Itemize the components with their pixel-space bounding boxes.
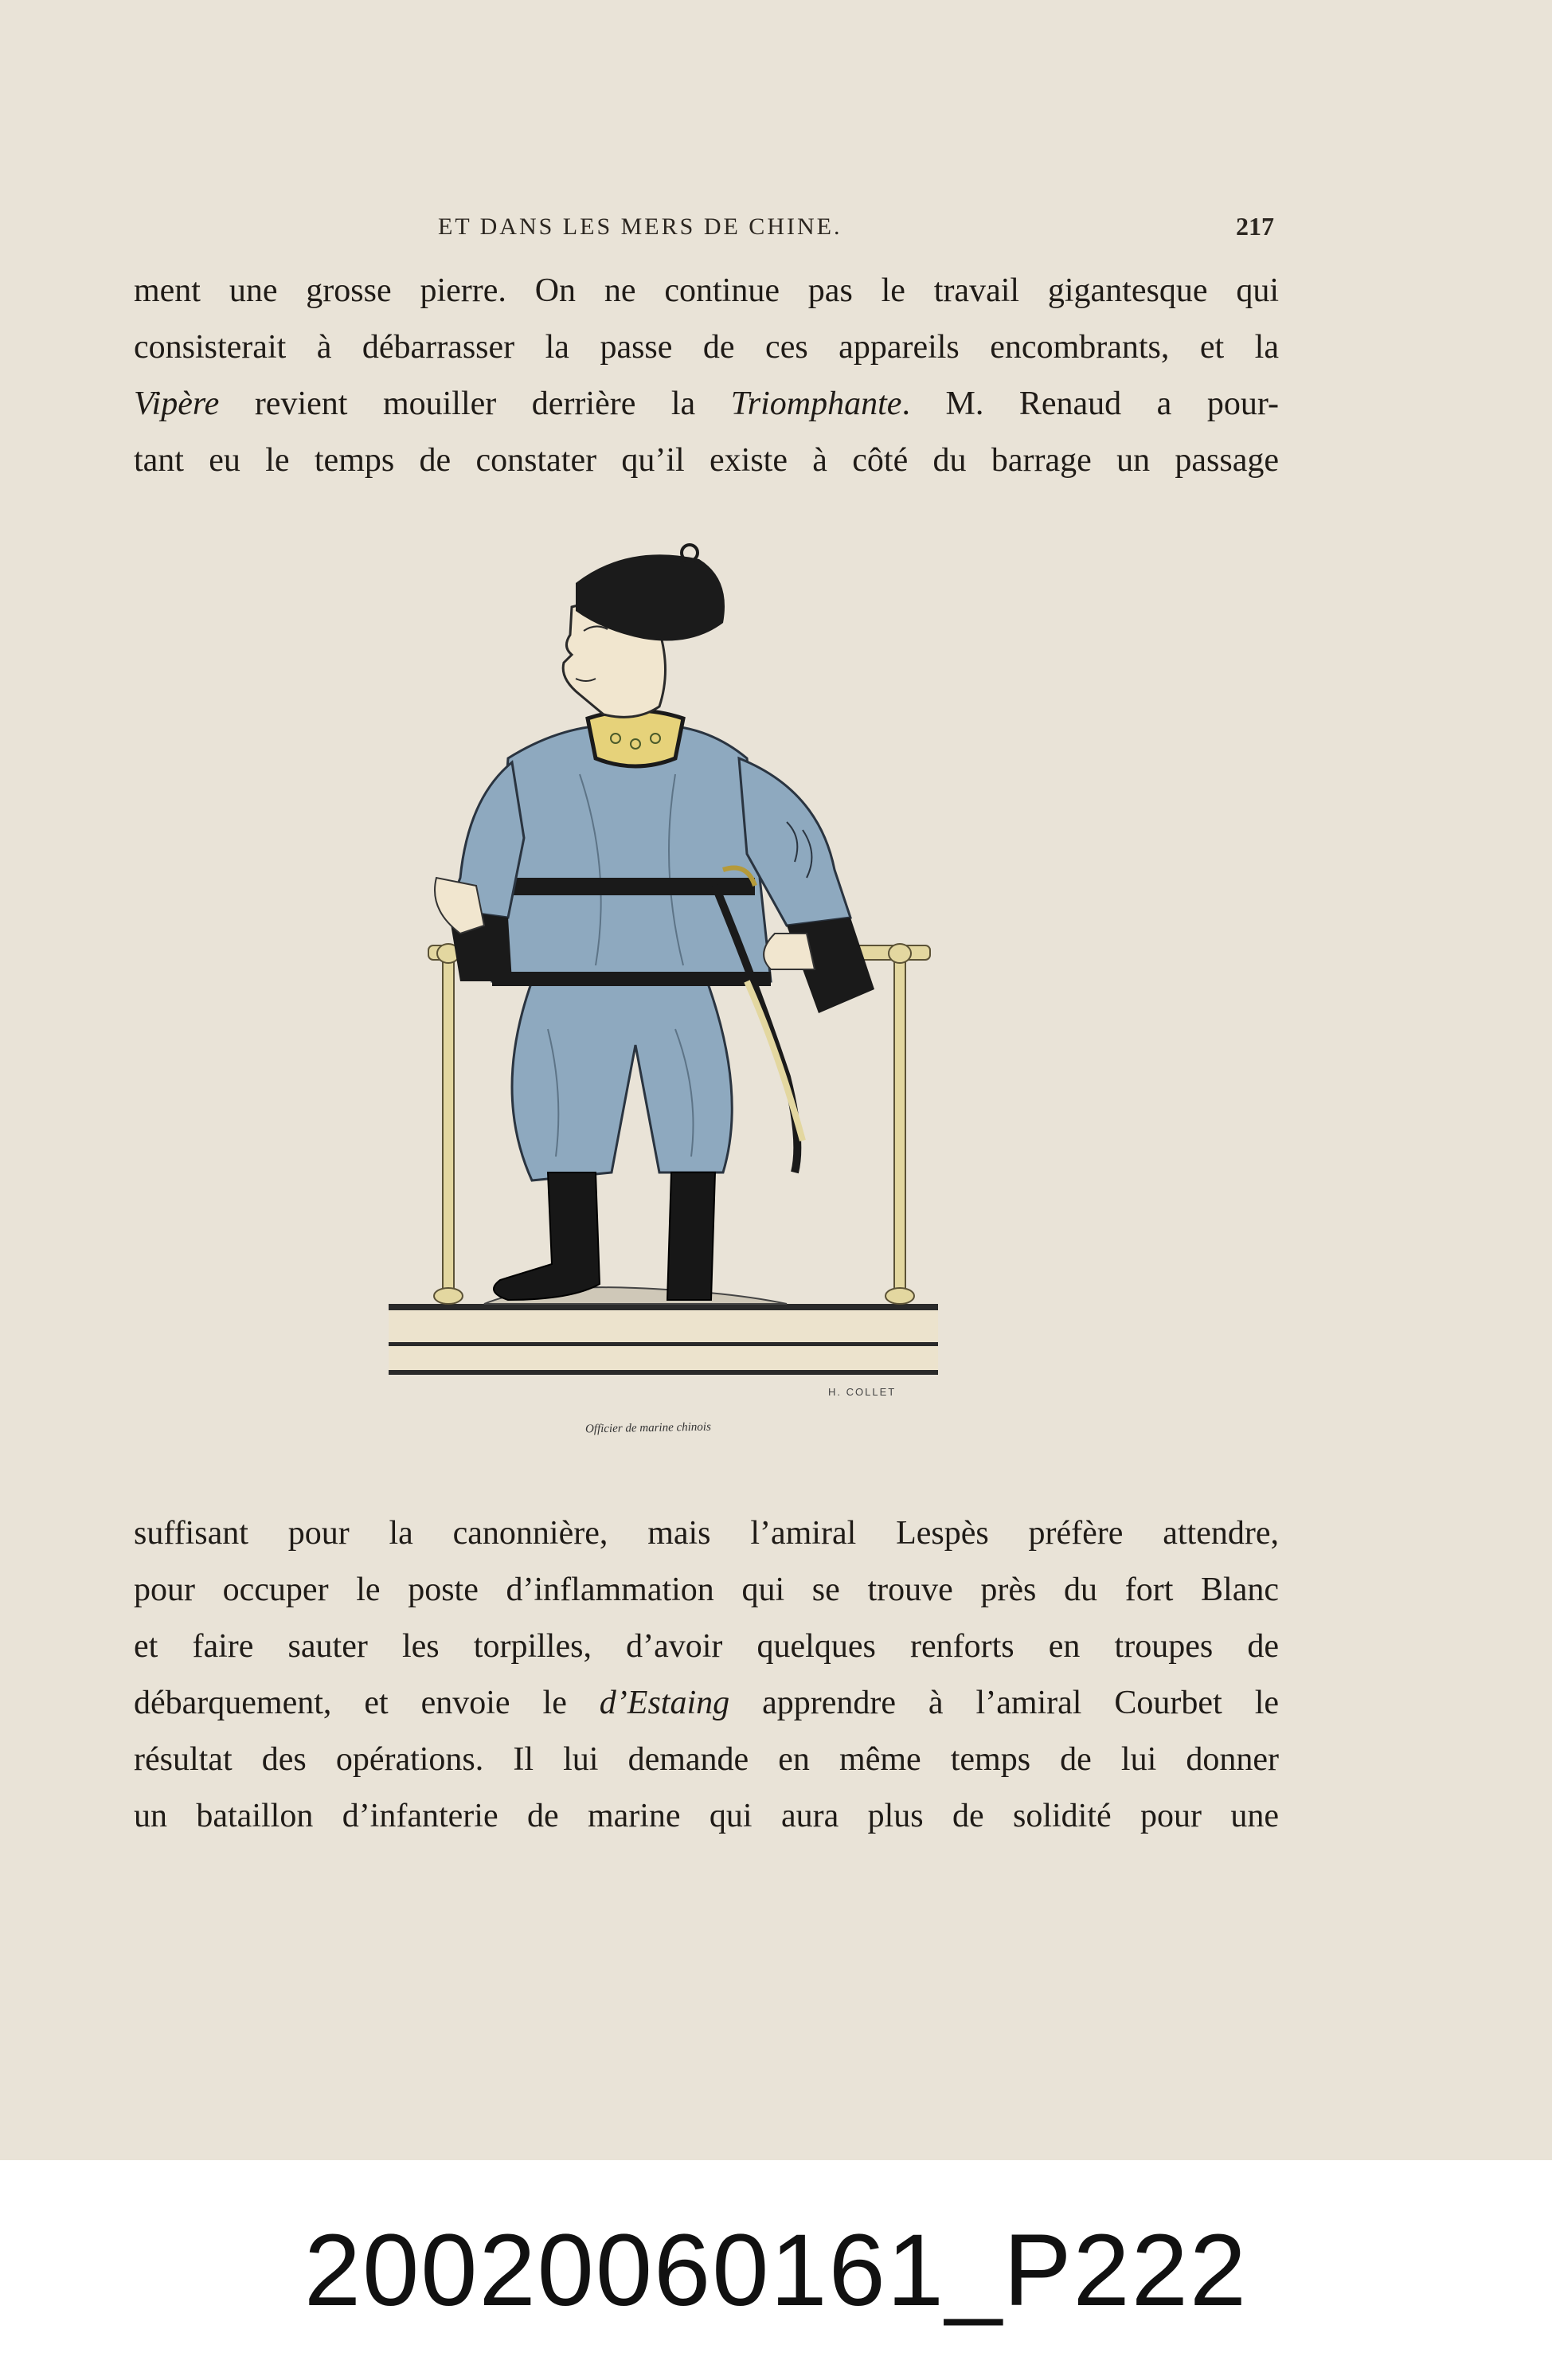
text-line: pour occuper le poste d’inflammation qui se trouve près du fort Blanc — [134, 1572, 1279, 1608]
paragraph-bottom — [134, 1505, 1279, 1845]
ship-name: Vipère — [134, 386, 220, 422]
trousers — [512, 981, 732, 1180]
illustration-caption: Officier de marine chinois — [584, 1420, 712, 1436]
running-title: ET DANS LES MERS DE CHINE. — [438, 213, 842, 240]
illustration-naval-officer — [373, 535, 946, 1459]
text-line: et faire sauter les torpilles, d’avoir quelques renforts en troupes de — [134, 1628, 1279, 1665]
artist-signature: H. COLLET — [828, 1386, 897, 1398]
ship-name: d’Estaing — [599, 1685, 730, 1721]
ship-name: Triomphante — [730, 386, 902, 422]
text-line: Vipère revient mouiller derrière la Triomphante. M. Renaud a pour- — [134, 386, 1279, 422]
archive-id-label: 20020060161_P222 — [303, 2213, 1249, 2327]
text-line: résultat des opérations. Il lui demande en même temps de lui donner — [134, 1741, 1279, 1778]
text-line: tant eu le temps de constater qu’il existe à côté du barrage un passage — [134, 442, 1279, 479]
illustration-drawing — [373, 535, 946, 1459]
deck-platform — [389, 1287, 938, 1375]
paragraph-top — [134, 263, 1279, 489]
text-line: ment une grosse pierre. On ne continue pas le travail gigantesque qui — [134, 272, 1279, 309]
running-head — [135, 213, 1274, 245]
page-number: 217 — [1236, 212, 1274, 241]
boots — [494, 1172, 715, 1300]
text-line: un bataillon d’infanterie de marine qui aura plus de solidité pour une — [134, 1798, 1279, 1834]
text-line: débarquement, et envoie le d’Estaing apprendre à l’amiral Courbet le — [134, 1685, 1279, 1721]
text-line: suffisant pour la canonnière, mais l’amiral Lespès préfère attendre, — [134, 1515, 1279, 1552]
text-line: consisterait à débarrasser la passe de ces appareils encombrants, et la — [134, 329, 1279, 366]
